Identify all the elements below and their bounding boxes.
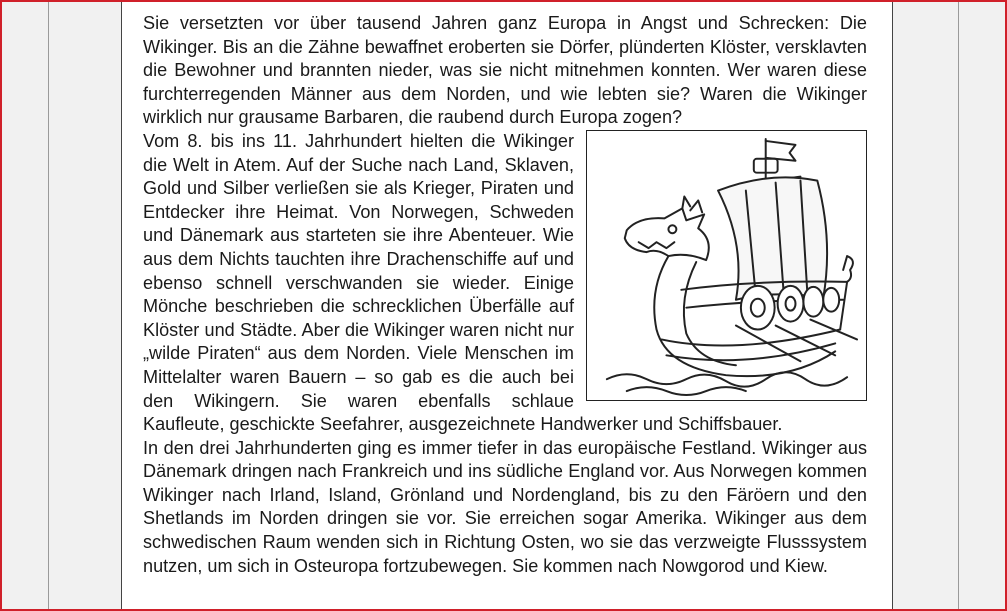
margin-line-right <box>958 0 959 611</box>
expansion-paragraph: In den drei Jahrhunderten ging es immer tiefer in das europäische Festland. Wikinger aus Dänemark dringen nach Frankreich und ins südliche England vor. Aus Norwegen kommen Wikinger nach Irland, Island, Grönland und Nordengland, bis zu den Färöern und den Shetlands im Norden dringen sie vor. Sie erreichen sogar Amerika. Wikinger aus dem schwedischen Raum wenden sich in Richtung Osten, wo sie das verzweigte Flusssystem nutzen, um sich in Osteuropa fortzubewegen. Sie kommen nach Nowgorod und Kiew. <box>143 437 867 576</box>
margin-line-left <box>48 0 49 611</box>
worksheet-text <box>143 12 867 578</box>
viking-ship-icon <box>587 131 866 400</box>
viking-ship-illustration <box>586 130 867 401</box>
intro-paragraph: Sie versetzten vor über tausend Jahren ganz Europa in Angst und Schrecken: Die Wikinger. Bis an die Zähne bewaffnet eroberten sie Dörfer, plünderten Klöster, versklavten die Bewohner und brannten nieder, was sie nicht mitnehmen konnten. Wer waren diese furchterregenden Männer aus dem Norden, und wie lebten sie? Waren die Wikinger wirklich nur grausame Barbaren, die raubend durch Europa zogen? <box>143 13 867 128</box>
history-paragraph: Vom 8. bis ins 11. Jahrhundert hielten die Wikinger die Welt in Atem. Auf der Suche nach Land, Sklaven, Gold und Silber verließen sie als Krieger, Piraten und Entdecker ihre Heimat. Von Norwegen, Schweden und Dänemark aus starteten sie ihre Abenteuer. Wie aus dem Nichts tauchten ihre Drachenschiffe auf und ebenso schnell verschwanden sie wieder. Einige Mönche beschrieben die schrecklichen Überfälle auf Klöster und Städte. Aber die Wikinger waren nicht nur „wilde Piraten“ aus dem Norden. Viele Menschen im Mittelalter waren Bauern – so gab es die auch bei den Wikingern. Sie waren ebenfalls schlaue Kaufleute, geschickte Seefahrer, ausgezeichnete Handwerker und Schiffsbauer. <box>143 130 783 435</box>
